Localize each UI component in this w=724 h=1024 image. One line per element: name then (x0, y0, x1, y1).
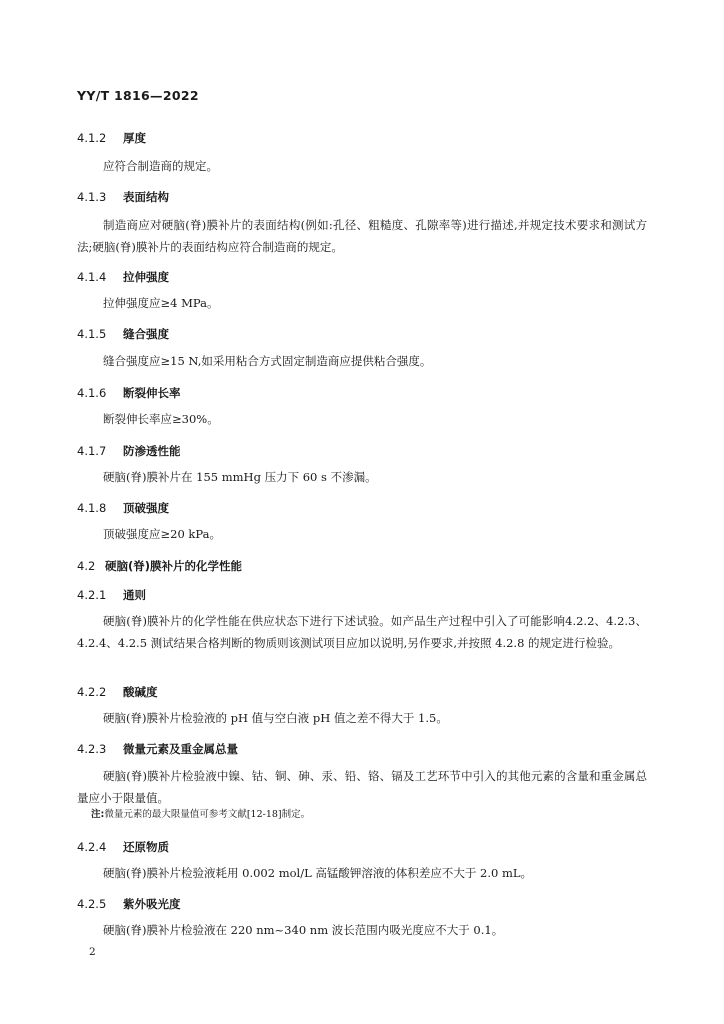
section-number: 4.1.3 (77, 190, 107, 204)
section-text: 硬脑(脊)膜补片检验液的 pH 值与空白液 pH 值之差不得大于 1.5。 (103, 711, 448, 725)
section-text: 拉伸强度应≥4 MPa。 (103, 296, 219, 310)
page-number: 2 (89, 946, 96, 958)
section-number: 4.1.6 (77, 386, 107, 400)
section-text: 制造商应对硬脑(脊)膜补片的表面结构(例如:孔径、粗糙度、孔隙率等)进行描述,并规定技术要求和测试方法;硬脑(脊)膜补片的表面结构应符合制造商的规定。 (77, 218, 647, 254)
section-heading (77, 741, 238, 757)
section-number: 4.2.4 (77, 840, 107, 854)
section-number: 4.2.5 (77, 897, 107, 911)
section-heading (77, 558, 242, 574)
section-heading (77, 385, 181, 401)
note-label: 注: (91, 809, 105, 820)
section-heading (77, 269, 169, 285)
section-text: 硬脑(脊)膜补片的化学性能在供应状态下进行下述试验。如产品生产过程中引入了可能影响4.2.2、4.2.3、4.2.4、4.2.5 测试结果合格判断的物质则该测试项目应加以说明,另作要求,并按照 4.2.8 的规定进行检验。 (77, 614, 647, 650)
section-title: 顶破强度 (123, 501, 169, 515)
section-number: 4.1.5 (77, 327, 107, 341)
section-text: 硬脑(脊)膜补片检验液在 220 nm~340 nm 波长范围内吸光度应不大于 0.1。 (103, 923, 504, 937)
section-number: 4.2.1 (77, 588, 107, 602)
section-title: 紫外吸光度 (123, 897, 181, 911)
section-heading (77, 500, 169, 516)
section-text: 断裂伸长率应≥30%。 (103, 412, 219, 426)
section-heading (77, 896, 181, 912)
section-title: 通则 (123, 588, 146, 602)
section-title: 酸碱度 (123, 685, 158, 699)
section-text: 缝合强度应≥15 N,如采用粘合方式固定制造商应提供粘合强度。 (103, 354, 432, 368)
section-text: 顶破强度应≥20 kPa。 (103, 527, 221, 541)
section-number: 4.1.2 (77, 131, 107, 145)
section-title: 防渗透性能 (123, 444, 181, 458)
section-heading (77, 443, 181, 459)
section-title: 拉伸强度 (123, 270, 169, 284)
section-text: 硬脑(脊)膜补片在 155 mmHg 压力下 60 s 不渗漏。 (103, 470, 377, 484)
section-title: 微量元素及重金属总量 (123, 742, 238, 756)
section-title: 还原物质 (123, 840, 169, 854)
section-title: 断裂伸长率 (123, 386, 181, 400)
section-heading (77, 130, 146, 146)
section-text: 应符合制造商的规定。 (103, 159, 218, 173)
note (91, 808, 641, 822)
section-number: 4.1.8 (77, 501, 107, 515)
section-heading (77, 189, 169, 205)
section-heading (77, 587, 146, 603)
section-title: 缝合强度 (123, 327, 169, 341)
note-text: 微量元素的最大限量值可参考文献[12-18]制定。 (104, 809, 311, 820)
section-heading (77, 326, 169, 342)
section-number: 4.2.3 (77, 742, 107, 756)
section-text: 硬脑(脊)膜补片检验液中镍、钴、铜、砷、汞、铅、铬、镉及工艺环节中引入的其他元素的含量和重金属总量应小于限量值。 (77, 769, 647, 805)
section-number: 4.1.7 (77, 444, 107, 458)
section-number: 4.2.2 (77, 685, 107, 699)
section-title: 表面结构 (123, 190, 169, 204)
section-number: 4.1.4 (77, 270, 107, 284)
section-heading (77, 839, 169, 855)
section-title: 硬脑(脊)膜补片的化学性能 (105, 559, 243, 573)
section-title: 厚度 (123, 131, 146, 145)
section-heading (77, 684, 158, 700)
section-number: 4.2 (77, 559, 96, 573)
section-text: 硬脑(脊)膜补片检验液耗用 0.002 mol/L 高锰酸钾溶液的体积差应不大于 2.0 mL。 (103, 866, 533, 880)
standard-header: YY/T 1816—2022 (77, 88, 199, 103)
